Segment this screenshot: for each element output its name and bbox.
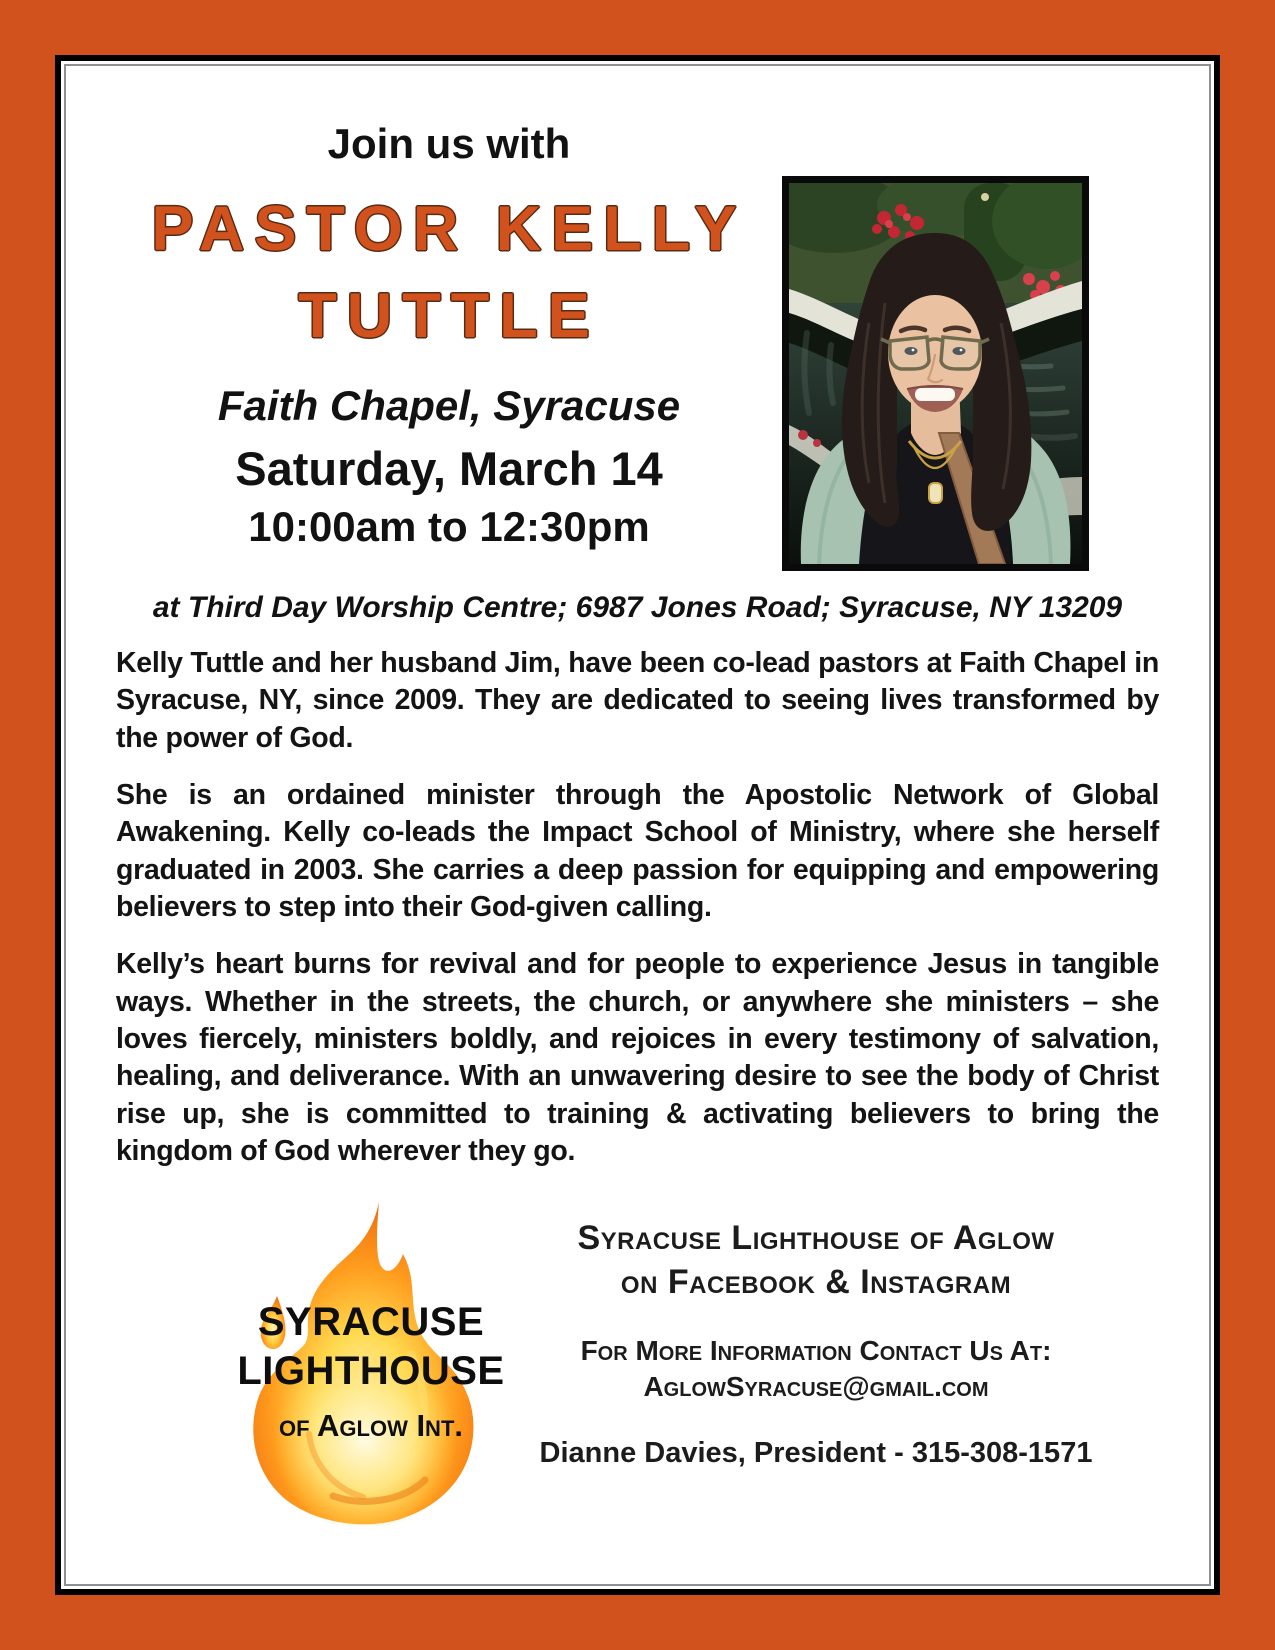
social-line-2: on Facebook & Instagram	[620, 1263, 1012, 1302]
bio-paragraph: She is an ordained minister through the Apostolic Network of Global Awakening. Kelly co-leads the Impact School of Ministry, where she herself graduated in 2003. She carries a deep passion for equipping and empowering believers to step into their God-given calling.	[116, 778, 1159, 923]
portrait-illustration	[789, 183, 1082, 564]
portrait-photo	[782, 176, 1089, 571]
event-date: Saturday, March 14	[235, 442, 663, 496]
title-line-1: PASTOR KELLY	[151, 194, 747, 265]
outer-frame	[55, 55, 1220, 1595]
logo-line-of-aglow-int: of Aglow Int.	[279, 1407, 463, 1443]
intro-text: Join us with	[327, 120, 571, 167]
president-line: Dianne Davies, President - 315-308-1571	[539, 1437, 1093, 1470]
social-line-1: Syracuse Lighthouse of Aglow	[577, 1219, 1055, 1258]
bio-section	[116, 645, 1159, 1170]
pastor-name-title	[116, 186, 782, 360]
contact-email: AglowSyracuse@gmail.com	[643, 1371, 989, 1403]
title-line-2: TUTTLE	[298, 281, 600, 352]
flyer-content	[66, 66, 1209, 1584]
bio-paragraph: Kelly Tuttle and her husband Jim, have been co-lead pastors at Faith Chapel in Syracuse, NY, since 2009. They are dedicated to seeing lives transformed by the power of God.	[116, 647, 1159, 754]
flame-logo-icon	[208, 1196, 518, 1526]
contact-heading: For More Information Contact Us At:	[580, 1334, 1052, 1366]
header-text-block	[116, 112, 782, 571]
logo-line-lighthouse: LIGHTHOUSE	[237, 1349, 505, 1394]
footer-contact-block	[518, 1196, 1159, 1526]
event-time: 10:00am to 12:30pm	[248, 502, 650, 550]
address-line: at Third Day Worship Centre; 6987 Jones Road; Syracuse, NY 13209	[152, 591, 1123, 624]
venue-text: Faith Chapel, Syracuse	[217, 382, 681, 430]
footer-section	[116, 1196, 1159, 1526]
logo-line-syracuse: SYRACUSE	[257, 1300, 485, 1345]
flame-logo-text	[194, 1298, 548, 1444]
bio-paragraph: Kelly’s heart burns for revival and for people to experience Jesus in tangible ways. Whether in the streets, the church, or anywhere she ministers – she loves fiercely, ministers boldly, and rejoices in every testimony of salvation, healing, and deliverance. With an unwavering desire to see the body of Christ rise up, she is committed to training & activating believers to bring the kingdom of God wherever they go.	[116, 948, 1159, 1167]
inner-frame	[64, 64, 1211, 1586]
header-section	[116, 112, 1159, 571]
